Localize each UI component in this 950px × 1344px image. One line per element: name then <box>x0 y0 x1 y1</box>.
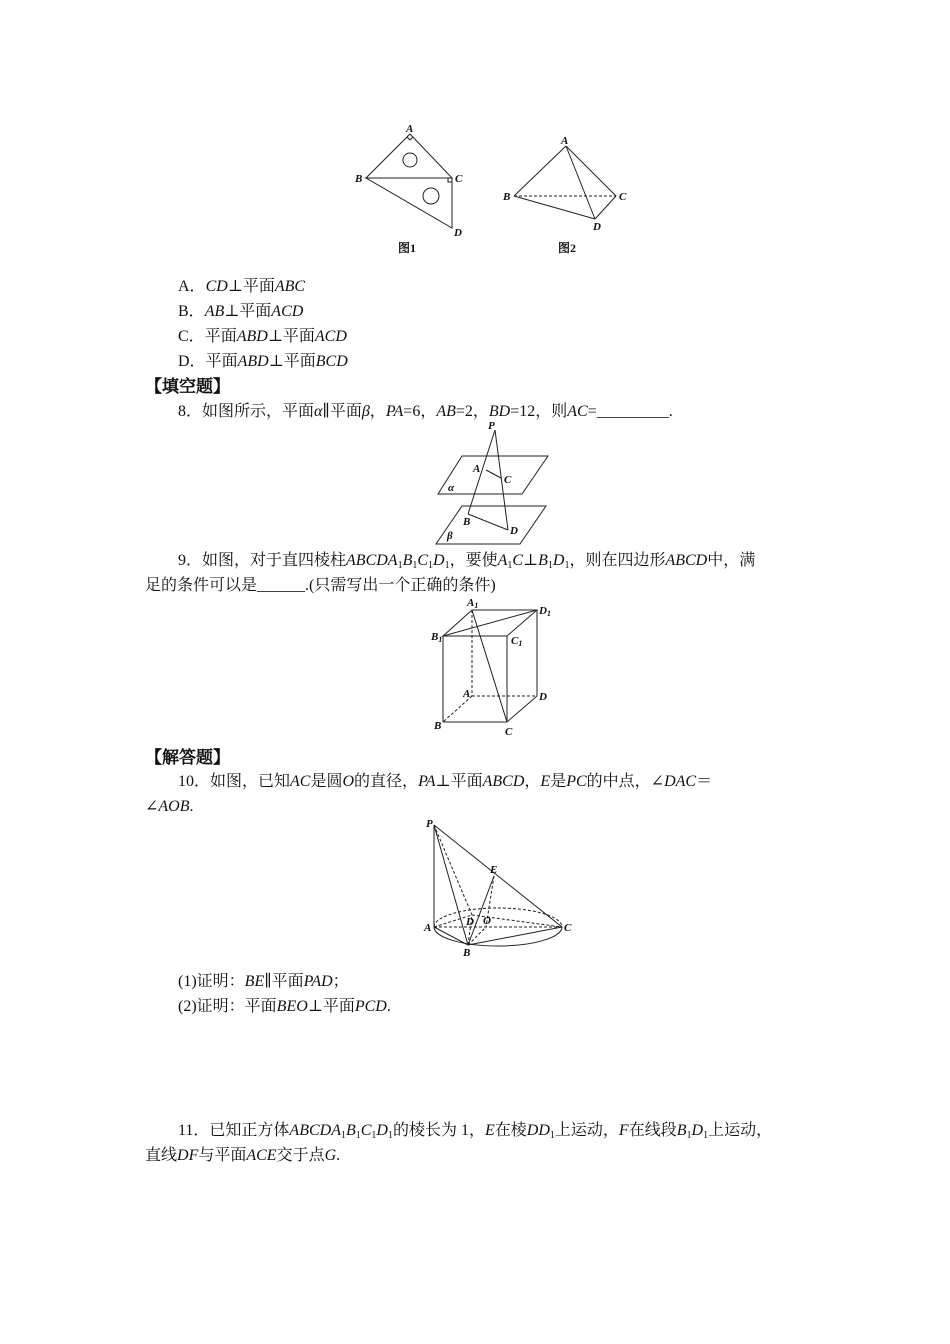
fig2-label-b: B <box>503 191 511 203</box>
fig1-hole-2 <box>423 188 439 204</box>
line-ac <box>486 470 501 478</box>
q11-text-line1: 11．已知正方体$ABCDA_1B_1C_1D_1$的棱长为 1，E在棱$DD_1$上运动，F在线段$B_1D_1$上运动， <box>178 1122 773 1141</box>
fig1-triangle-abc <box>366 134 452 178</box>
section-answer: 【解答题】 <box>145 748 230 768</box>
q8-text: 8．如图所示，平面α∥平面β，PA=6，AB=2，BD=12，则AC=_________. <box>178 403 673 420</box>
edge-cd <box>507 696 537 722</box>
q10-part1: (1)证明：BE∥平面PAD； <box>178 973 349 990</box>
line-bd <box>468 514 508 530</box>
fig1-label-b: B <box>355 173 363 185</box>
q10-label-c: C <box>564 922 572 934</box>
q9-label-c1: C1 <box>511 635 523 648</box>
q9-text-line1: 9．如图，对于直四棱柱$ABCDA_1B_1C_1D_1$，要使$A_1C\perp B_1D_1$，则在四边形ABCD中，满 <box>178 552 756 571</box>
q10-text-line1: 10．如图，已知AC是圆O的直径，PA⊥平面ABCD，E是PC的中点，∠DAC＝ <box>178 773 713 790</box>
q10-label-a: A <box>424 922 432 934</box>
q10-cone-figure <box>420 815 570 960</box>
diag-a1c <box>472 610 507 722</box>
fig1-label-d: D <box>454 227 462 239</box>
figure-1-and-2 <box>340 118 640 258</box>
q8-label-a: A <box>473 463 481 475</box>
plane-alpha <box>438 456 548 494</box>
q9-text-line2: 足的条件可以是______.(只需写出一个正确的条件) <box>145 577 496 594</box>
fig1-label-a: A <box>406 123 414 135</box>
q7-option-b: B．AB⊥平面ACD <box>178 303 304 320</box>
fig2-label-a: A <box>561 135 569 147</box>
q11-text-line2: 直线DF与平面ACE交于点G. <box>145 1147 341 1164</box>
q7-option-c: C．平面ABD⊥平面ACD <box>178 328 347 345</box>
fig2-edge-ad <box>566 146 595 219</box>
fig1-label-c: C <box>455 173 463 185</box>
fig1-right-angle-a <box>407 137 413 140</box>
q10-label-p: P <box>426 818 433 830</box>
fig2-edge-bd <box>514 196 595 219</box>
q8-label-b: B <box>463 516 471 528</box>
fig1-caption: 图1 <box>398 241 417 255</box>
q10-label-b: B <box>463 947 471 959</box>
q10-label-o: O <box>483 915 491 927</box>
base-circle-front <box>434 927 562 946</box>
q9-label-a1: A1 <box>467 597 479 610</box>
line-pd <box>434 825 472 915</box>
line-be <box>468 876 494 945</box>
q8-label-alpha: α <box>448 482 455 494</box>
fig1-triangle-bcd <box>366 178 452 228</box>
line-ab <box>434 927 468 945</box>
section-fill-blank: 【填空题】 <box>145 377 230 397</box>
q9-label-b1: B1 <box>431 631 443 644</box>
q9-prism-figure <box>425 596 555 741</box>
q8-label-beta: β <box>447 530 453 542</box>
fig2-label-c: C <box>619 191 627 203</box>
q7-option-a: A．CD⊥平面ABC <box>178 278 306 295</box>
q8-label-d: D <box>510 525 518 537</box>
fig1-right-angle-c <box>448 178 452 182</box>
q9-label-a: A <box>463 688 471 700</box>
fig2-edge-ab <box>514 146 566 196</box>
fig2-edge-cd <box>595 196 616 219</box>
line-bc <box>468 927 562 945</box>
q9-label-d1: D1 <box>539 605 551 618</box>
q10-label-d: D <box>466 916 474 928</box>
q9-label-d: D <box>539 691 547 703</box>
fig2-label-d: D <box>593 221 601 233</box>
q9-label-c: C <box>505 726 513 738</box>
q7-option-d: D．平面ABD⊥平面BCD <box>178 353 348 370</box>
line-pc <box>434 825 562 927</box>
q10-text-line2: ∠AOB. <box>145 798 194 815</box>
fig2-edge-ac <box>566 146 616 196</box>
q8-label-p: P <box>488 420 495 432</box>
q9-label-b: B <box>434 720 442 732</box>
fig1-hole-1 <box>403 153 417 167</box>
q10-part2: (2)证明：平面BEO⊥平面PCD. <box>178 998 391 1015</box>
q10-label-e: E <box>490 864 498 876</box>
fig2-caption: 图2 <box>558 241 577 255</box>
q8-figure <box>430 420 560 545</box>
q8-label-c: C <box>504 474 512 486</box>
